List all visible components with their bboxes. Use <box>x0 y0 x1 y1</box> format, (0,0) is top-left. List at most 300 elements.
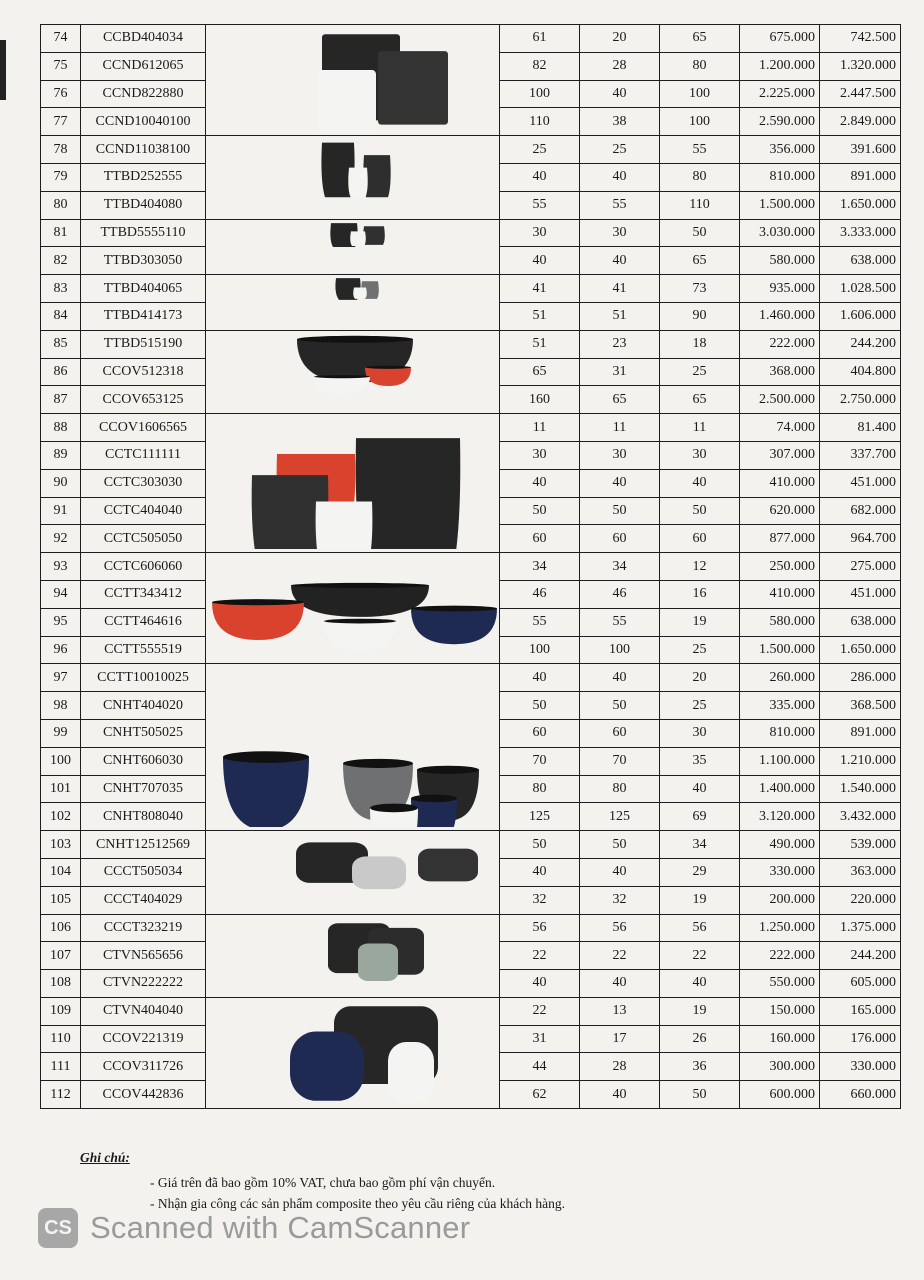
row-number: 103 <box>41 831 81 859</box>
dimension-1: 50 <box>500 831 580 859</box>
dimension-2: 50 <box>580 831 660 859</box>
dimension-1: 100 <box>500 80 580 108</box>
product-code: CCOV1606565 <box>81 414 206 442</box>
row-number: 78 <box>41 136 81 164</box>
price-after: 275.000 <box>820 553 901 581</box>
dimension-1: 40 <box>500 163 580 191</box>
price-after: 539.000 <box>820 831 901 859</box>
table-row <box>41 553 901 581</box>
dimension-1: 62 <box>500 1081 580 1109</box>
red-oval-bowl <box>365 367 411 386</box>
dimension-3: 100 <box>660 80 740 108</box>
price-after: 81.400 <box>820 414 901 442</box>
dimension-2: 20 <box>580 25 660 53</box>
price-after: 891.000 <box>820 163 901 191</box>
navy-shallow-bowl-rim <box>411 605 497 611</box>
product-image-cell <box>206 553 500 664</box>
dimension-2: 34 <box>580 553 660 581</box>
price-before: 550.000 <box>740 970 820 998</box>
price-before: 335.000 <box>740 692 820 720</box>
dimension-3: 19 <box>660 608 740 636</box>
small-white-pot <box>348 168 367 198</box>
product-code: CCCT404029 <box>81 886 206 914</box>
dimension-3: 50 <box>660 497 740 525</box>
product-code: CCTC606060 <box>81 553 206 581</box>
row-number: 104 <box>41 858 81 886</box>
product-code: TTBD5555110 <box>81 219 206 247</box>
dimension-2: 60 <box>580 719 660 747</box>
dimension-1: 34 <box>500 553 580 581</box>
dark-small-rounded-pot <box>418 849 478 882</box>
dimension-1: 110 <box>500 108 580 136</box>
dimension-1: 44 <box>500 1053 580 1081</box>
row-number: 83 <box>41 275 81 303</box>
shallow-bowls-image <box>210 556 500 661</box>
white-hemisphere-bowl-rim <box>370 803 418 812</box>
dimension-1: 65 <box>500 358 580 386</box>
dimension-2: 28 <box>580 1053 660 1081</box>
rectangular-planters-image <box>210 28 500 133</box>
white-pot <box>353 288 367 299</box>
white-shallow-bowl-rim <box>324 618 396 623</box>
dark-wide-box <box>378 51 448 125</box>
price-after: 2.447.500 <box>820 80 901 108</box>
product-code: CNHT505025 <box>81 719 206 747</box>
product-code: CTVN404040 <box>81 997 206 1025</box>
product-code: CCTC111111 <box>81 441 206 469</box>
table-row <box>41 25 901 53</box>
price-before: 368.000 <box>740 358 820 386</box>
row-number: 76 <box>41 80 81 108</box>
price-after: 404.800 <box>820 358 901 386</box>
dimension-3: 35 <box>660 747 740 775</box>
price-before: 410.000 <box>740 469 820 497</box>
sage-ribbed-pot <box>358 943 398 980</box>
row-number: 88 <box>41 414 81 442</box>
dimension-1: 41 <box>500 275 580 303</box>
product-code: CNHT606030 <box>81 747 206 775</box>
price-after: 1.540.000 <box>820 775 901 803</box>
dimension-3: 65 <box>660 386 740 414</box>
dimension-2: 28 <box>580 52 660 80</box>
dimension-2: 40 <box>580 469 660 497</box>
dimension-1: 61 <box>500 25 580 53</box>
product-code: TTBD303050 <box>81 247 206 275</box>
dimension-1: 30 <box>500 219 580 247</box>
dimension-2: 22 <box>580 942 660 970</box>
gray-hemisphere-bowl-rim <box>343 759 413 768</box>
dimension-2: 40 <box>580 80 660 108</box>
dimension-3: 25 <box>660 358 740 386</box>
row-number: 110 <box>41 1025 81 1053</box>
dimension-3: 11 <box>660 414 740 442</box>
table-row <box>41 136 901 164</box>
price-after: 1.606.000 <box>820 302 901 330</box>
dimension-3: 34 <box>660 831 740 859</box>
short-dark-pot <box>363 226 385 245</box>
product-code: CCND10040100 <box>81 108 206 136</box>
dimension-1: 56 <box>500 914 580 942</box>
price-before: 74.000 <box>740 414 820 442</box>
price-before: 222.000 <box>740 942 820 970</box>
dimension-3: 69 <box>660 803 740 831</box>
dimension-2: 46 <box>580 580 660 608</box>
row-number: 100 <box>41 747 81 775</box>
product-image-cell <box>206 914 500 997</box>
row-number: 94 <box>41 580 81 608</box>
white-oval-bowl <box>314 377 370 394</box>
price-after: 638.000 <box>820 608 901 636</box>
dimension-2: 32 <box>580 886 660 914</box>
large-dark-oval-bowl-rim <box>297 336 413 343</box>
red-oval-bowl-rim <box>365 366 411 369</box>
row-number: 109 <box>41 997 81 1025</box>
dimension-1: 30 <box>500 441 580 469</box>
price-before: 877.000 <box>740 525 820 553</box>
row-number: 111 <box>41 1053 81 1081</box>
price-after: 1.650.000 <box>820 191 901 219</box>
dark-hemisphere-bowl-rim <box>417 765 479 773</box>
row-number: 107 <box>41 942 81 970</box>
price-before: 935.000 <box>740 275 820 303</box>
price-before: 160.000 <box>740 1025 820 1053</box>
product-code: CTVN565656 <box>81 942 206 970</box>
row-number: 85 <box>41 330 81 358</box>
price-after: 391.600 <box>820 136 901 164</box>
dimension-1: 55 <box>500 191 580 219</box>
product-image-cell <box>206 275 500 331</box>
product-code: CCND612065 <box>81 52 206 80</box>
dimension-3: 60 <box>660 525 740 553</box>
product-image-cell <box>206 997 500 1108</box>
dimension-3: 55 <box>660 136 740 164</box>
price-after: 286.000 <box>820 664 901 692</box>
product-image-cell <box>206 219 500 275</box>
product-code: CCOV653125 <box>81 386 206 414</box>
price-after: 1.650.000 <box>820 636 901 664</box>
product-code: CCCT505034 <box>81 858 206 886</box>
table-row <box>41 997 901 1025</box>
dimension-3: 80 <box>660 52 740 80</box>
product-code: CCTC505050 <box>81 525 206 553</box>
row-number: 75 <box>41 52 81 80</box>
price-after: 451.000 <box>820 580 901 608</box>
table-row <box>41 414 901 442</box>
tall-pots-gray-image <box>210 276 500 328</box>
dimension-1: 160 <box>500 386 580 414</box>
price-after: 176.000 <box>820 1025 901 1053</box>
row-number: 90 <box>41 469 81 497</box>
price-after: 3.432.000 <box>820 803 901 831</box>
dimension-2: 125 <box>580 803 660 831</box>
row-number: 89 <box>41 441 81 469</box>
dimension-2: 51 <box>580 302 660 330</box>
dimension-2: 40 <box>580 1081 660 1109</box>
row-number: 82 <box>41 247 81 275</box>
dimension-3: 65 <box>660 247 740 275</box>
dimension-2: 70 <box>580 747 660 775</box>
rounded-cube-pots-image <box>210 833 500 911</box>
price-before: 1.250.000 <box>740 914 820 942</box>
dimension-3: 50 <box>660 219 740 247</box>
dimension-1: 50 <box>500 497 580 525</box>
dimension-3: 73 <box>660 275 740 303</box>
row-number: 102 <box>41 803 81 831</box>
price-before: 356.000 <box>740 136 820 164</box>
dimension-3: 65 <box>660 25 740 53</box>
price-after: 2.849.000 <box>820 108 901 136</box>
price-before: 2.225.000 <box>740 80 820 108</box>
dimension-2: 17 <box>580 1025 660 1053</box>
row-number: 93 <box>41 553 81 581</box>
white-pot <box>350 231 366 246</box>
product-code: TTBD252555 <box>81 163 206 191</box>
dimension-3: 90 <box>660 302 740 330</box>
dimension-3: 16 <box>660 580 740 608</box>
row-number: 86 <box>41 358 81 386</box>
price-after: 891.000 <box>820 719 901 747</box>
product-code: CCND11038100 <box>81 136 206 164</box>
product-image-cell <box>206 831 500 914</box>
dimension-1: 55 <box>500 608 580 636</box>
product-code: CCTT10010025 <box>81 664 206 692</box>
product-code: CCTT464616 <box>81 608 206 636</box>
price-after: 1.028.500 <box>820 275 901 303</box>
price-before: 150.000 <box>740 997 820 1025</box>
product-price-table <box>40 24 901 1109</box>
navy-small-bowl-rim <box>411 794 457 802</box>
price-before: 1.500.000 <box>740 191 820 219</box>
price-after: 2.750.000 <box>820 386 901 414</box>
price-before: 3.030.000 <box>740 219 820 247</box>
dimension-1: 22 <box>500 942 580 970</box>
scan-edge <box>0 40 6 100</box>
camscanner-logo-icon: CS <box>38 1208 78 1248</box>
tall-tapered-pots-image <box>210 138 500 216</box>
dimension-3: 19 <box>660 886 740 914</box>
price-after: 363.000 <box>820 858 901 886</box>
product-code: CCTC303030 <box>81 469 206 497</box>
dimension-1: 31 <box>500 1025 580 1053</box>
row-number: 81 <box>41 219 81 247</box>
dimension-3: 30 <box>660 719 740 747</box>
dimension-2: 41 <box>580 275 660 303</box>
ribbed-pots-image <box>210 917 500 995</box>
price-after: 368.500 <box>820 692 901 720</box>
row-number: 98 <box>41 692 81 720</box>
dimension-1: 70 <box>500 747 580 775</box>
product-code: CCBD404034 <box>81 25 206 53</box>
dimension-3: 26 <box>660 1025 740 1053</box>
dimension-1: 80 <box>500 775 580 803</box>
product-image-cell <box>206 25 500 136</box>
price-after: 337.700 <box>820 441 901 469</box>
row-number: 92 <box>41 525 81 553</box>
row-number: 77 <box>41 108 81 136</box>
dimension-1: 60 <box>500 719 580 747</box>
price-before: 3.120.000 <box>740 803 820 831</box>
dimension-1: 40 <box>500 247 580 275</box>
price-before: 1.100.000 <box>740 747 820 775</box>
price-after: 220.000 <box>820 886 901 914</box>
oval-planters-image <box>210 1000 500 1105</box>
notes-title: Ghi chú: <box>80 1150 130 1165</box>
table-row <box>41 914 901 942</box>
price-before: 600.000 <box>740 1081 820 1109</box>
price-before: 1.460.000 <box>740 302 820 330</box>
navy-shallow-bowl <box>411 608 497 644</box>
price-before: 222.000 <box>740 330 820 358</box>
large-dark-shallow-bowl <box>291 585 429 617</box>
product-image-cell <box>206 136 500 219</box>
price-after: 244.200 <box>820 330 901 358</box>
note-custom: - Nhận gia công các sản phẩm composite theo yêu cầu riêng của khách hàng. <box>150 1196 565 1211</box>
dimension-2: 30 <box>580 441 660 469</box>
row-number: 79 <box>41 163 81 191</box>
dimension-3: 56 <box>660 914 740 942</box>
dimension-2: 55 <box>580 191 660 219</box>
watermark-text: Scanned with CamScanner <box>90 1210 471 1245</box>
row-number: 95 <box>41 608 81 636</box>
dimension-1: 82 <box>500 52 580 80</box>
row-number: 108 <box>41 970 81 998</box>
light-gray-rounded-pot <box>352 857 406 890</box>
price-after: 3.333.000 <box>820 219 901 247</box>
product-code: CCOV512318 <box>81 358 206 386</box>
dimension-3: 22 <box>660 942 740 970</box>
product-image-cell <box>206 414 500 553</box>
price-after: 244.200 <box>820 942 901 970</box>
dimension-2: 80 <box>580 775 660 803</box>
dimension-2: 50 <box>580 497 660 525</box>
dimension-3: 50 <box>660 1081 740 1109</box>
price-before: 410.000 <box>740 580 820 608</box>
row-number: 97 <box>41 664 81 692</box>
row-number: 105 <box>41 886 81 914</box>
tall-pots-small-image <box>210 221 500 273</box>
price-before: 580.000 <box>740 608 820 636</box>
price-before: 1.200.000 <box>740 52 820 80</box>
dimension-3: 40 <box>660 970 740 998</box>
dimension-2: 65 <box>580 386 660 414</box>
product-code: CNHT707035 <box>81 775 206 803</box>
dimension-2: 25 <box>580 136 660 164</box>
price-before: 810.000 <box>740 719 820 747</box>
product-code: CNHT808040 <box>81 803 206 831</box>
dimension-2: 40 <box>580 970 660 998</box>
table-row <box>41 219 901 247</box>
white-shallow-bowl <box>324 621 396 650</box>
table-row <box>41 275 901 303</box>
dimension-2: 50 <box>580 692 660 720</box>
price-before: 2.500.000 <box>740 386 820 414</box>
dimension-2: 23 <box>580 330 660 358</box>
dimension-2: 40 <box>580 858 660 886</box>
price-after: 660.000 <box>820 1081 901 1109</box>
dimension-1: 40 <box>500 970 580 998</box>
price-before: 1.500.000 <box>740 636 820 664</box>
hemisphere-bowls-image <box>210 668 500 827</box>
dimension-2: 40 <box>580 664 660 692</box>
row-number: 112 <box>41 1081 81 1109</box>
navy-oval-planter <box>290 1032 364 1101</box>
navy-hemisphere-bowl <box>223 757 309 827</box>
dimension-3: 18 <box>660 330 740 358</box>
dimension-2: 38 <box>580 108 660 136</box>
red-shallow-bowl-rim <box>212 599 304 605</box>
dimension-2: 30 <box>580 219 660 247</box>
price-after: 964.700 <box>820 525 901 553</box>
price-before: 810.000 <box>740 163 820 191</box>
product-code: TTBD515190 <box>81 330 206 358</box>
dimension-3: 25 <box>660 636 740 664</box>
note-vat: - Giá trên đã bao gồm 10% VAT, chưa bao gồm phí vận chuyển. <box>150 1175 496 1190</box>
camscanner-watermark <box>38 1208 470 1248</box>
product-code: CTVN222222 <box>81 970 206 998</box>
red-shallow-bowl <box>212 602 304 640</box>
dimension-3: 29 <box>660 858 740 886</box>
dimension-3: 110 <box>660 191 740 219</box>
product-code: CCTC404040 <box>81 497 206 525</box>
table-row <box>41 330 901 358</box>
dimension-1: 40 <box>500 664 580 692</box>
table-body <box>41 25 901 1109</box>
price-before: 2.590.000 <box>740 108 820 136</box>
dimension-2: 40 <box>580 247 660 275</box>
dimension-1: 51 <box>500 330 580 358</box>
product-code: CNHT404020 <box>81 692 206 720</box>
price-after: 1.320.000 <box>820 52 901 80</box>
row-number: 91 <box>41 497 81 525</box>
dimension-2: 31 <box>580 358 660 386</box>
round-tapered-pots-image <box>210 417 500 549</box>
white-box <box>318 70 376 133</box>
dimension-2: 100 <box>580 636 660 664</box>
dimension-2: 60 <box>580 525 660 553</box>
price-after: 1.375.000 <box>820 914 901 942</box>
product-image-cell <box>206 664 500 831</box>
price-after: 451.000 <box>820 469 901 497</box>
dimension-1: 100 <box>500 636 580 664</box>
product-image-cell <box>206 330 500 413</box>
product-code: CCTT343412 <box>81 580 206 608</box>
product-code: CCND822880 <box>81 80 206 108</box>
product-code: CCTT555519 <box>81 636 206 664</box>
white-oval-bowl-rim <box>314 375 370 378</box>
price-before: 307.000 <box>740 441 820 469</box>
dimension-3: 30 <box>660 441 740 469</box>
dimension-1: 125 <box>500 803 580 831</box>
dimension-2: 11 <box>580 414 660 442</box>
row-number: 74 <box>41 25 81 53</box>
notes-section <box>80 1150 565 1214</box>
product-code: CCOV442836 <box>81 1081 206 1109</box>
dimension-3: 36 <box>660 1053 740 1081</box>
price-before: 250.000 <box>740 553 820 581</box>
price-before: 675.000 <box>740 25 820 53</box>
price-before: 490.000 <box>740 831 820 859</box>
dimension-1: 32 <box>500 886 580 914</box>
dimension-2: 55 <box>580 608 660 636</box>
dimension-1: 46 <box>500 580 580 608</box>
dimension-1: 40 <box>500 858 580 886</box>
row-number: 106 <box>41 914 81 942</box>
product-code: TTBD414173 <box>81 302 206 330</box>
dimension-3: 25 <box>660 692 740 720</box>
price-before: 260.000 <box>740 664 820 692</box>
row-number: 99 <box>41 719 81 747</box>
white-oval-planter <box>388 1042 434 1103</box>
